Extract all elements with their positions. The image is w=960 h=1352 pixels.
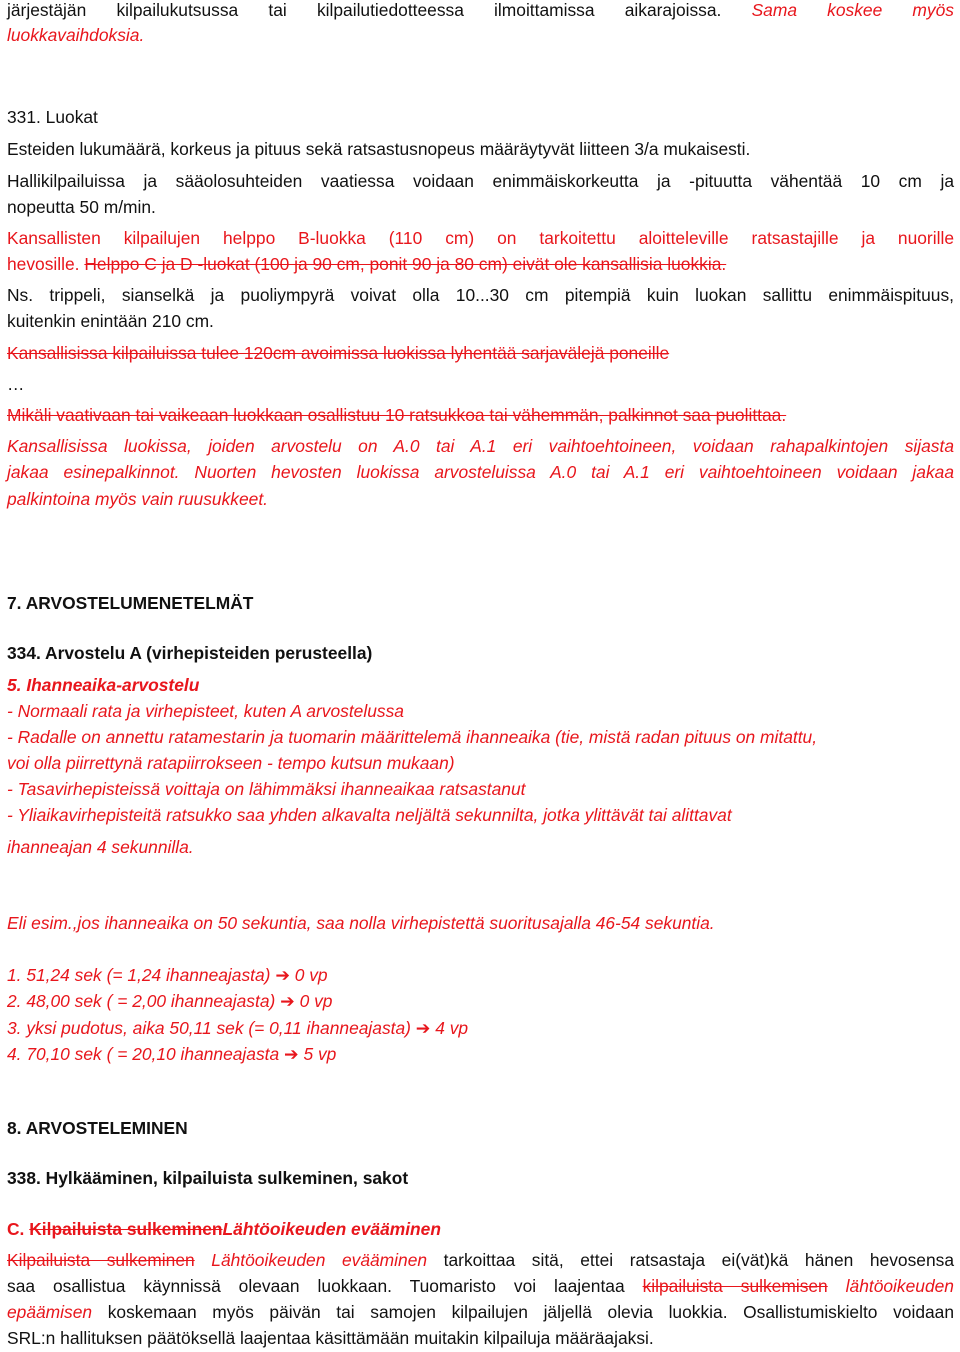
- text-run: saa osallistua käynnissä olevaan luokkaan. Tuomaristo voi laajentaa: [7, 1276, 625, 1296]
- bullet-item: - Yliaikavirhepisteitä ratsukko saa yhden alkavalta neljältä sekunnilta, jotka ylittävät tai alittavat: [7, 805, 732, 825]
- paragraph-line: [7, 1300, 954, 1324]
- arrow-right-icon: ➔: [284, 1044, 299, 1064]
- paragraph-line: [7, 0, 954, 22]
- inserted-text: Lähtöoikeuden evääminen: [211, 1250, 428, 1270]
- example-item: [7, 989, 954, 1013]
- paragraph-line: [7, 1248, 954, 1272]
- example-label: 3. yksi pudotus, aika 50,11 sek (= 0,11 ihanneajasta): [7, 1018, 411, 1038]
- deleted-text: Kilpailuista sulkeminen: [7, 1250, 195, 1270]
- bullet-item: - Radalle on annettu ratamestarin ja tuomarin määrittelemä ihanneaika (tie, mistä radan pituus on mitattu,: [7, 727, 818, 747]
- paragraph-line: [7, 252, 954, 276]
- example-item: [7, 963, 954, 987]
- deleted-text: Kilpailuista sulkeminen: [29, 1219, 223, 1239]
- example-result: 4 vp: [435, 1018, 469, 1038]
- example-item: [7, 1042, 954, 1066]
- bullet-item-continuation: ihanneajan 4 sekunnilla.: [7, 837, 194, 857]
- section-heading-334: 334. Arvostelu A (virhepisteiden perusteella): [7, 643, 373, 663]
- deleted-text: Helppo C ja D -luokat (100 ja 90 cm, ponit 90 ja 80 cm) eivät ole kansallisia luokkia.: [84, 254, 727, 274]
- inserted-text: palkintoina myös vain ruusukkeet.: [7, 489, 268, 509]
- inserted-text: luokkavaihdoksia.: [7, 25, 145, 45]
- bullet-item: - Tasavirhepisteissä voittaja on lähimmäksi ihanneaikaa ratsastanut: [7, 779, 526, 799]
- example-label: 4. 70,10 sek ( = 20,10 ihanneajasta: [7, 1044, 280, 1064]
- inserted-text: epäämisen: [7, 1302, 93, 1322]
- arrow-right-icon: ➔: [275, 965, 290, 985]
- inserted-text: Lähtöoikeuden evääminen: [222, 1219, 441, 1239]
- example-label: 2. 48,00 sek ( = 2,00 ihanneajasta): [7, 991, 276, 1011]
- arrow-right-icon: ➔: [280, 991, 295, 1011]
- subsection-heading-c: [7, 1217, 954, 1241]
- paragraph-line: [7, 1274, 954, 1298]
- text-run: tarkoittaa sitä, ettei ratsastaja ei(vät)kä hänen hevosensa: [443, 1250, 954, 1270]
- chapter-heading-8: 8. ARVOSTELEMINEN: [7, 1118, 188, 1138]
- inserted-text: jakaa esinepalkinnot. Nuorten hevosten luokissa arvosteluissa A.0 tai A.1 eri vaihtoehtoineen voidaan jakaa: [7, 462, 954, 482]
- example-item: [7, 1016, 954, 1040]
- deleted-text: Kansallisissa kilpailuissa tulee 120cm avoimissa luokissa lyhentää sarjavälejä poneille: [7, 343, 670, 363]
- bullet-item: - Normaali rata ja virhepisteet, kuten A arvostelussa: [7, 701, 404, 721]
- deleted-text: Mikäli vaativaan tai vaikeaan luokkaan osallistuu 10 ratsukkoa tai vähemmän, palkinnot saa puolittaa.: [7, 405, 787, 425]
- paragraph-line: Ns. trippeli, sianselkä ja puoliympyrä voivat olla 10...30 cm pitempiä kuin luokan sallittu enimmäispituus,: [7, 285, 954, 305]
- inserted-text: Kansallisissa luokissa, joiden arvostelu on A.0 tai A.1 eri vaihtoehtoineen, voidaan rahapalkintojen sijasta: [7, 436, 954, 456]
- inserted-text: lähtöoikeuden: [845, 1276, 954, 1296]
- subsection-heading: 5. Ihanneaika-arvostelu: [7, 675, 200, 695]
- paragraph-line: nopeutta 50 m/min.: [7, 197, 156, 217]
- chapter-heading-7: 7. ARVOSTELUMENETELMÄT: [7, 593, 254, 613]
- inserted-text: Sama koskee myös: [751, 0, 954, 20]
- example-result: 0 vp: [299, 991, 333, 1011]
- section-heading-338: 338. Hylkääminen, kilpailuista sulkeminen, sakot: [7, 1168, 409, 1188]
- paragraph-line: Hallikilpailuissa ja sääolosuhteiden vaatiessa voidaan enimmäiskorkeutta ja -pituutta vähentää 10 cm ja: [7, 171, 954, 191]
- example-result: 5 vp: [303, 1044, 337, 1064]
- bullet-item-continuation: voi olla piirrettynä ratapiirrokseen - tempo kutsun mukaan): [7, 753, 455, 773]
- example-label: 1. 51,24 sek (= 1,24 ihanneajasta): [7, 965, 271, 985]
- heading-letter: C.: [7, 1219, 25, 1239]
- example-text: Eli esim.,jos ihanneaika on 50 sekuntia, saa nolla virhepistettä suoritusajalla 46-54 sekuntia.: [7, 913, 715, 933]
- deleted-text: kilpailuista sulkemisen: [642, 1276, 828, 1296]
- section-heading-331: 331. Luokat: [7, 107, 98, 127]
- arrow-right-icon: ➔: [415, 1018, 431, 1038]
- inserted-text: hevosille.: [7, 254, 80, 274]
- paragraph-line: Esteiden lukumäärä, korkeus ja pituus sekä ratsastusnopeus määräytyvät liitteen 3/a mukaisesti.: [7, 139, 751, 159]
- ellipsis: …: [7, 374, 25, 394]
- inserted-text: Kansallisten kilpailujen helppo B-luokka (110 cm) on tarkoitettu aloitteleville ratsastajille ja nuorille: [7, 228, 954, 248]
- paragraph-line: SRL:n hallituksen päätöksellä laajentaa käsittämään muitakin kilpailuja määräajaksi.: [7, 1328, 654, 1348]
- example-result: 0 vp: [294, 965, 328, 985]
- text-run: järjestäjän kilpailukutsussa tai kilpailutiedotteessa ilmoittamissa aikarajoissa.: [7, 0, 722, 20]
- text-run: koskemaan myös päivän tai samojen kilpailujen jäljellä olevia luokkia. Osallistumiskielto voidaan: [107, 1302, 955, 1322]
- paragraph-line: kuitenkin enintään 210 cm.: [7, 311, 214, 331]
